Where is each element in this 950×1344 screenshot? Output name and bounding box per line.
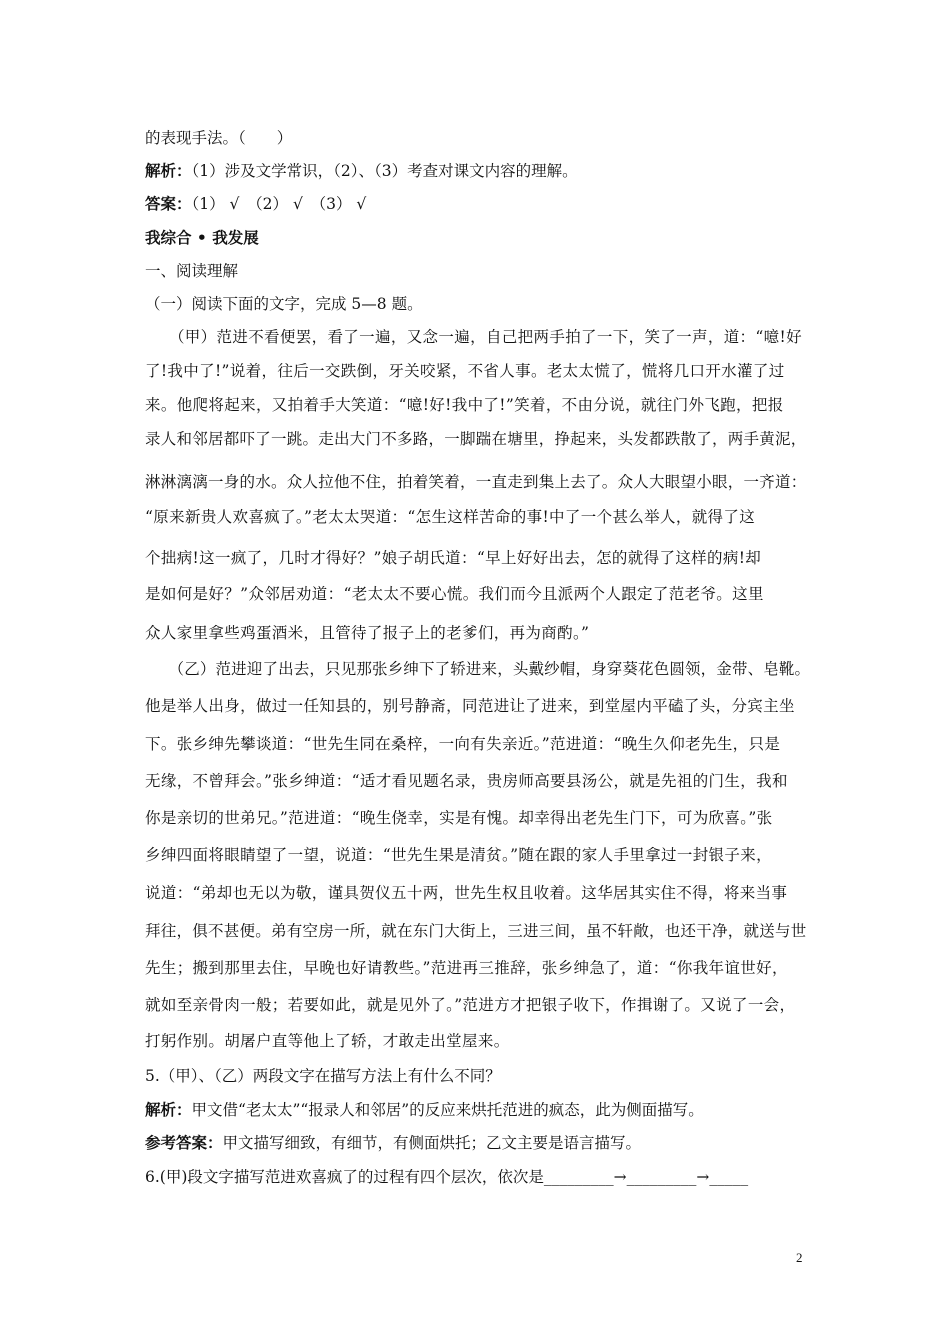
- passage-yi-line: 拜往，俱不甚便。弟有空房一所，就在东门大街上，三进三间，虽不轩敞，也还干净，就送与世: [145, 922, 807, 940]
- analysis-label: 解析：: [145, 1101, 192, 1119]
- continuation-line: [145, 128, 292, 148]
- passage-yi-line: 你是亲切的世弟兄。”范进道：“晚生侥幸，实是有愧。却幸得出老先生门下，可为欣喜。”张: [145, 809, 773, 827]
- passage-jia-line: 是如何是好？”众邻居劝道：“老太太不要心慌。我们而今且派两个人跟定了范老爷。这里: [145, 585, 764, 603]
- section-heading-text: 我综合 • 我发展: [145, 229, 259, 247]
- reference-answer-label: 参考答案：: [145, 1134, 223, 1152]
- reference-answer-line: [145, 1133, 641, 1153]
- analysis-line: [145, 1100, 704, 1120]
- passage-yi-line: 打躬作别。胡屠户直等他上了轿，才敢走出堂屋来。: [145, 1032, 510, 1050]
- passage-jia-line: 来。他爬将起来，又拍着手大笑道：“噫!好!我中了!”笑着，不由分说，就往门外飞跑，把报: [145, 396, 784, 414]
- question-6-text: 6.(甲)段文字描写范进欢喜疯了的过程有四个层次，依次是_________→_________→_____: [145, 1168, 749, 1186]
- passage-yi-line: 说道：“弟却也无以为敬，谨具贺仪五十两，世先生权且收着。这华居其实住不得，将来当事: [145, 884, 788, 902]
- passage-yi-line: 下。张乡绅先攀谈道：“世先生同在桑梓，一向有失亲近。”范进道：“晚生久仰老先生，只是: [145, 735, 781, 753]
- answer-label: 答案：: [145, 195, 192, 213]
- analysis-text: （1）涉及文学常识，（2）、（3）考查对课文内容的理解。: [191, 162, 578, 180]
- answer-text: （1） √ （2） √ （3） √: [191, 195, 367, 213]
- page-number: 2: [796, 1250, 803, 1265]
- passage-yi-line: 就如至亲骨肉一般；若要如此，就是见外了。”范进方才把银子收下，作揖谢了。又说了一会，: [145, 996, 796, 1014]
- analysis-text: 甲文借“老太太”“报录人和邻居”的反应来烘托范进的疯态，此为侧面描写。: [191, 1101, 704, 1119]
- passage-jia-line: 了!我中了!”说着，往后一交跌倒，牙关咬紧，不省人事。老太太慌了，慌将几口开水灌了过: [145, 362, 785, 380]
- reference-answer-text: 甲文描写细致，有细节，有侧面烘托；乙文主要是语言描写。: [222, 1134, 642, 1152]
- passage-jia-line: （甲）范进不看便罢，看了一遍，又念一遍，自己把两手拍了一下，笑了一声，道：“噫!好: [145, 328, 802, 346]
- passage-jia-line: 淋淋漓漓一身的水。众人拉他不住，拍着笑着，一直走到集上去了。众人大眼望小眼，一齐道：: [145, 473, 807, 491]
- passage-yi-line: 先生；搬到那里去住，早晚也好请教些。”范进再三推辞，张乡绅急了，道：“你我年谊世好，: [145, 959, 788, 977]
- reading-instruction: [145, 294, 423, 314]
- line-text: 的表现手法。（ ）: [145, 129, 293, 147]
- passage-jia-line: 众人家里拿些鸡蛋酒米，且管待了报子上的老爹们，再为商酌。”: [145, 624, 590, 642]
- passage-yi-line: 乡绅四面将眼睛望了一望，说道：“世先生果是清贫。”随在跟的家人手里拿过一封银子来，: [145, 846, 772, 864]
- question-5: [145, 1066, 501, 1086]
- passage-jia-line: “原来新贵人欢喜疯了。”老太太哭道：“怎生这样苦命的事!中了一个甚么举人，就得了这: [145, 508, 756, 526]
- subsection-heading: [145, 261, 238, 281]
- passage-yi-line: （乙）范进迎了出去，只见那张乡绅下了轿进来，头戴纱帽，身穿葵花色圆领，金带、皂靴。: [145, 660, 811, 678]
- subsection-heading-text: 一、阅读理解: [145, 262, 239, 280]
- answer-line: [145, 194, 366, 214]
- passage-jia-line: 个拙病!这一疯了，几时才得好？”娘子胡氏道：“早上好好出去，怎的就得了这样的病!却: [145, 549, 762, 567]
- passage-yi-line: 无缘，不曾拜会。”张乡绅道：“适才看见题名录，贵房师高要县汤公，就是先祖的门生，我和: [145, 772, 788, 790]
- question-6: [145, 1167, 748, 1187]
- question-5-text: 5.（甲）、（乙）两段文字在描写方法上有什么不同？: [145, 1067, 501, 1085]
- analysis-line: [145, 161, 578, 181]
- section-heading: [145, 228, 259, 248]
- analysis-label: 解析：: [145, 162, 192, 180]
- passage-jia-line: 录人和邻居都吓了一跳。走出大门不多路，一脚踹在塘里，挣起来，头发都跌散了，两手黄泥，: [145, 430, 807, 448]
- reading-instruction-text: （一）阅读下面的文字，完成 5—8 题。: [145, 295, 423, 313]
- passage-yi-line: 他是举人出身，做过一任知县的，别号静斋，同范进让了进来，到堂屋内平磕了头，分宾主坐: [145, 697, 795, 715]
